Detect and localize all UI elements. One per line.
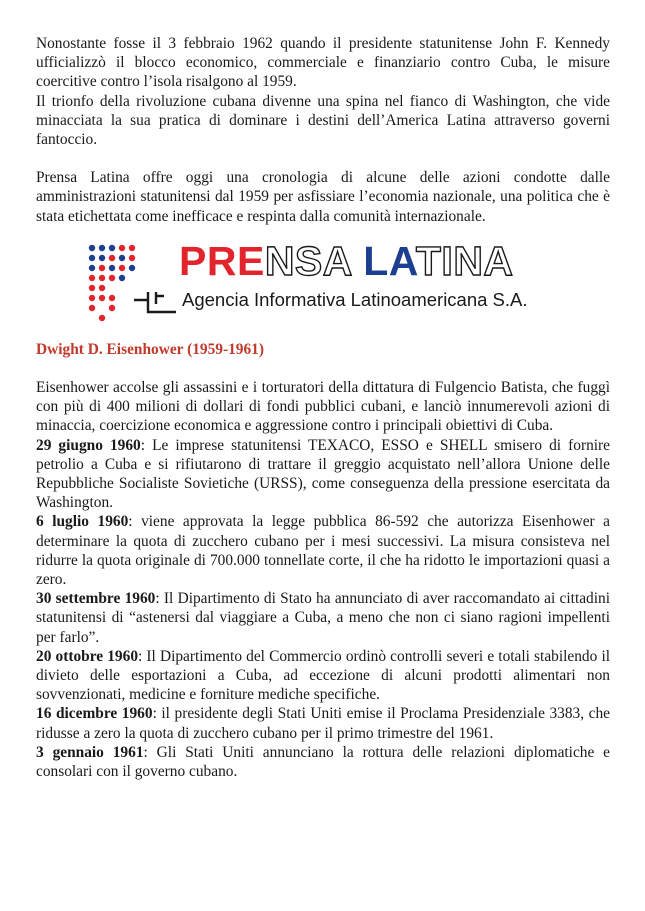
timeline-entry	[36, 647, 610, 705]
intro-paragraph-3: Prensa Latina offre oggi una cronologia di alcune delle azioni condotte dalle amministrazioni statunitensi dal 1959 per asfissiare l’economia nazionale, una politica che è stata etichettata come inefficace e respinta dalla comunità internazionale.	[36, 169, 610, 225]
timeline-entry	[36, 743, 610, 781]
timeline-entry	[36, 704, 610, 742]
timeline-entry	[36, 512, 610, 589]
entry-text: : il presidente degli Stati Uniti emise il Proclama Presidenziale 3383, che ridusse a zero la quota di zucchero cubano per il primo trimestre del 1961.	[36, 705, 610, 742]
entry-text: : Il Dipartimento del Commercio ordinò controlli severi e totali stabilendo il divieto delle esportazioni a Cuba, ad eccezione di alcuni prodotti alimentari non sovvenzionati, medicine e forniture mediche specifiche.	[36, 647, 610, 704]
entry-text: : Le imprese statunitensi TEXACO, ESSO e SHELL smisero di fornire petrolio a Cuba e si rifiutarono di trattare il greggio acquistato nell’allora Unione delle Repubbliche Socialiste Sovietiche (URSS), come conseguenza della pressione esercitata da Washington.	[36, 436, 610, 512]
intro-paragraph-1: Nonostante fosse il 3 febbraio 1962 quando il presidente statunitense John F. Kennedy ufficializzò il blocco economico, commerciale e finanziario contro Cuba, le misure coercitive contro l’isola risalgono al 1959.	[36, 35, 610, 91]
entry-date: 3 gennaio 1961	[36, 743, 144, 761]
logo-subtitle: Agencia Informativa Latinoamericana S.A.	[182, 288, 528, 310]
entry-text: : Gli Stati Uniti annunciano la rottura delle relazioni diplomatiche e consolari con il governo cubano.	[36, 743, 611, 781]
section-lead: Eisenhower accolse gli assassini e i torturatori della dittatura di Fulgencio Batista, che fuggì con più di 400 milioni di dollari di fondi pubblici cubani, e lanciò innumerevoli azioni di minaccia, coercizione economica e aggressione contro i principali obiettivi di Cuba.	[36, 379, 610, 435]
entry-date: 30 settembre 1960	[36, 590, 156, 608]
entry-date: 20 ottobre 1960	[36, 647, 139, 665]
prensa-latina-logo	[36, 238, 610, 334]
section-heading: Dwight D. Eisenhower (1959-1961)	[36, 340, 265, 358]
document-page	[36, 34, 610, 781]
entry-text: : viene approvata la legge pubblica 86-592 che autorizza Eisenhower a determinare la quota di zucchero cubano per i mesi successivi. La misura consisteva nel ridurre la quota originale di 700.000 tonnellate corte, il che ha ridotto le importazioni quasi a zero.	[36, 513, 611, 589]
entry-date: 16 dicembre 1960	[36, 705, 153, 723]
entry-date: 29 giugno 1960	[36, 436, 141, 454]
timeline-entry	[36, 589, 610, 647]
intro-paragraph-2: Il trionfo della rivoluzione cubana divenne una spina nel fianco di Washington, che vide minacciata la sua pratica di dominare i destini dell’America Latina attraverso governi fantoccio.	[36, 92, 610, 149]
logo-dots-icon	[86, 242, 176, 322]
entry-text: : Il Dipartimento di Stato ha annunciato di aver raccomandato ai cittadini statunitensi di “astenersi dal viaggiare a Cuba, a meno che non ci siano ragioni impellenti per farlo”.	[36, 590, 610, 646]
logo-wordmark: PRENSA LATINA	[179, 237, 514, 284]
entry-date: 6 luglio 1960	[36, 513, 129, 531]
timeline-entry	[36, 436, 610, 513]
